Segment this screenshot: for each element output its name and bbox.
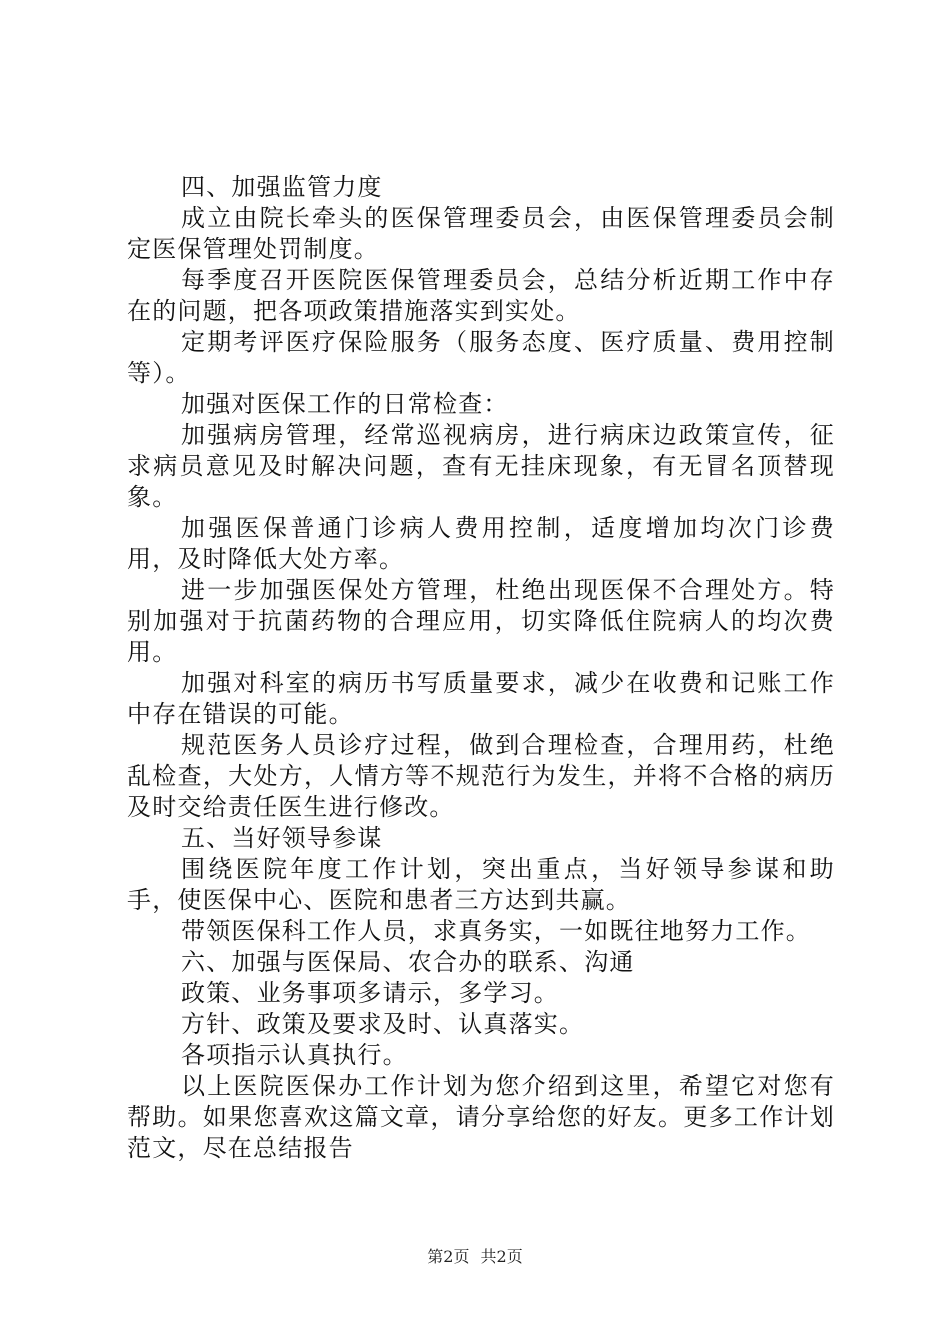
paragraph: 带领医保科工作人员，求真务实，一如既往地努力工作。 — [181, 917, 811, 945]
page-number: 第2页 — [427, 1247, 470, 1266]
paragraph: 加强对科室的病历书写质量要求，减少在收费和记账工作中存在错误的可能。 — [127, 669, 835, 728]
paragraph: 加强医保普通门诊病人费用控制，适度增加均次门诊费用，及时降低大处方率。 — [127, 514, 835, 573]
document-body — [127, 172, 835, 1164]
section-heading: 六、加强与医保局、农合办的联系、沟通 — [181, 948, 635, 976]
page-total: 共2页 — [480, 1247, 523, 1266]
section-heading: 四、加强监管力度 — [181, 173, 383, 201]
paragraph: 各项指示认真执行。 — [181, 1041, 408, 1069]
paragraph: 定期考评医疗保险服务（服务态度、医疗质量、费用控制等）。 — [127, 328, 835, 387]
section-heading: 五、当好领导参谋 — [181, 824, 383, 852]
paragraph: 进一步加强医保处方管理，杜绝出现医保不合理处方。特别加强对于抗菌药物的合理应用，切实降低住院病人的均次费用。 — [127, 576, 835, 666]
paragraph: 成立由院长牵头的医保管理委员会，由医保管理委员会制定医保管理处罚制度。 — [127, 204, 835, 263]
paragraph: 方针、政策及要求及时、认真落实。 — [181, 1010, 585, 1038]
paragraph: 每季度召开医院医保管理委员会，总结分析近期工作中存在的问题，把各项政策措施落实到实处。 — [127, 266, 835, 325]
paragraph: 加强病房管理，经常巡视病房，进行病床边政策宣传，征求病员意见及时解决问题，查有无挂床现象，有无冒名顶替现象。 — [127, 421, 835, 511]
paragraph: 围绕医院年度工作计划，突出重点，当好领导参谋和助手，使医保中心、医院和患者三方达到共赢。 — [127, 855, 835, 914]
page-footer — [0, 1244, 950, 1267]
paragraph: 政策、业务事项多请示，多学习。 — [181, 979, 559, 1007]
paragraph: 加强对医保工作的日常检查： — [181, 390, 509, 418]
paragraph: 规范医务人员诊疗过程，做到合理检查，合理用药，杜绝乱检查，大处方，人情方等不规范行为发生，并将不合格的病历及时交给责任医生进行修改。 — [127, 731, 835, 821]
closing-paragraph: 以上医院医保办工作计划为您介绍到这里，希望它对您有帮助。如果您喜欢这篇文章，请分享给您的好友。更多工作计划范文，尽在总结报告 — [127, 1072, 835, 1162]
